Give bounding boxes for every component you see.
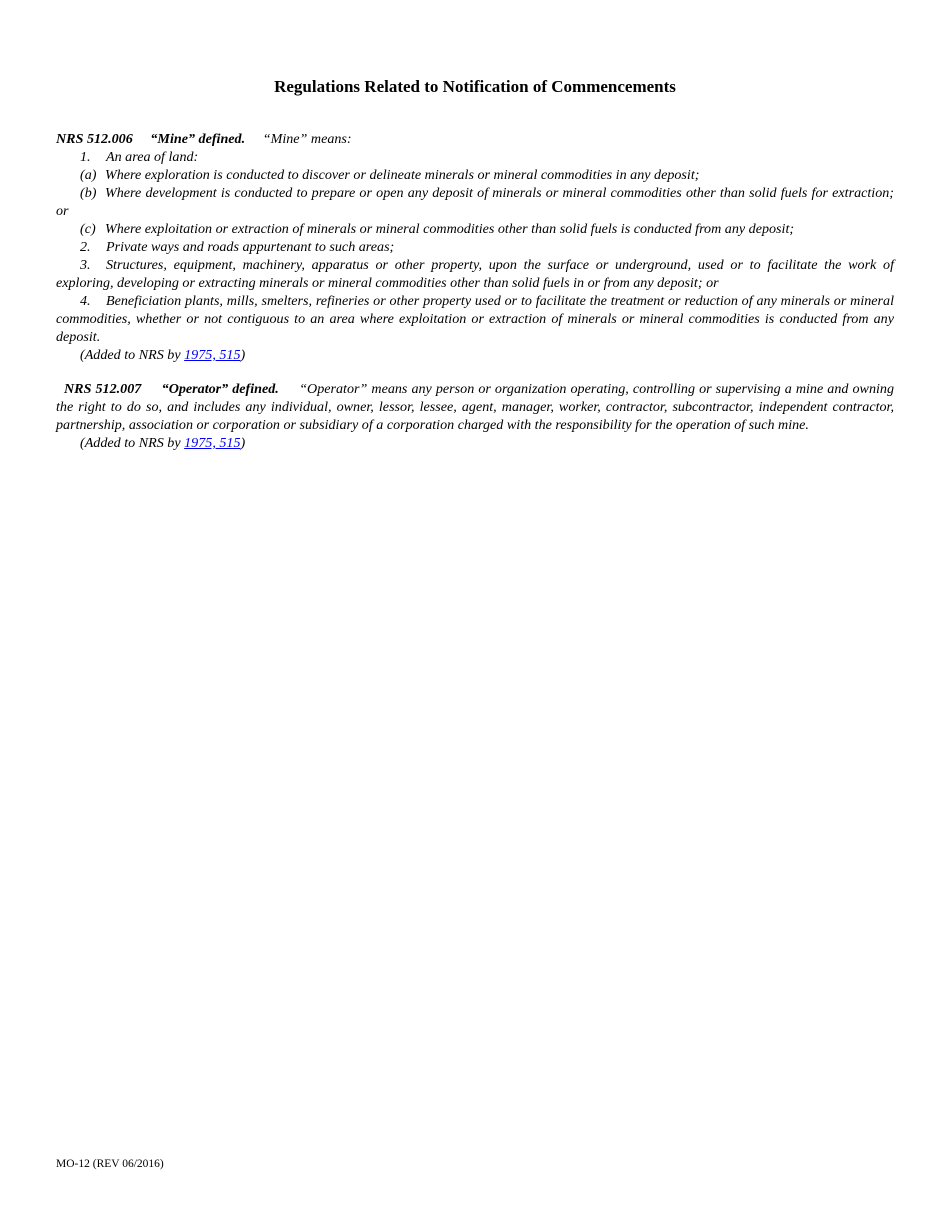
- section-number: NRS 512.006: [56, 131, 133, 147]
- section-paragraph: [56, 380, 894, 434]
- list-marker: 3.: [80, 257, 91, 273]
- list-item: [56, 292, 894, 346]
- list-item: [56, 256, 894, 292]
- section-heading: “Mine” defined.: [150, 131, 246, 147]
- list-item-text: An area of land:: [106, 149, 199, 165]
- history-prefix: (Added to NRS by: [80, 435, 185, 451]
- list-item-text: Private ways and roads appurtenant to such areas;: [106, 239, 395, 255]
- form-code: MO-12 (REV 06/2016): [56, 1158, 164, 1170]
- history-prefix: (Added to NRS by: [80, 347, 185, 363]
- list-item: [56, 184, 894, 220]
- list-marker: 4.: [80, 293, 91, 309]
- list-marker: (a): [80, 167, 97, 183]
- list-item-text: Where exploitation or extraction of minerals or mineral commodities other than solid fuels is conducted from any deposit;: [105, 221, 795, 237]
- history-suffix: ): [240, 435, 246, 451]
- history-link[interactable]: 1975, 515: [184, 435, 241, 451]
- list-item: [56, 238, 894, 256]
- list-item: [56, 220, 894, 238]
- list-marker: 2.: [80, 239, 91, 255]
- list-marker: (b): [80, 185, 97, 201]
- list-item: [56, 148, 894, 166]
- history-link[interactable]: 1975, 515: [184, 347, 241, 363]
- list-item-text: Where development is conducted to prepare or open any deposit of minerals or mineral commodities other than solid fuels for extraction; or: [56, 185, 894, 219]
- document-body: [56, 130, 894, 452]
- history-suffix: ): [240, 347, 246, 363]
- section-lead: “Mine” means:: [262, 131, 352, 147]
- list-item-text: Structures, equipment, machinery, apparatus or other property, upon the surface or underground, used or to facilitate the work of exploring, developing or extracting minerals or mineral commodities other than solid fuels in or from any deposit; or: [56, 257, 894, 291]
- list-marker: (c): [80, 221, 96, 237]
- section-heading: “Operator” defined.: [161, 381, 279, 397]
- section-body: “Operator” means any person or organization operating, controlling or supervising a mine and owning the right to do so, and includes any individual, owner, lessor, lessee, agent, manager, worker, contractor, subcontractor, independent contractor, partnership, association or corporation or subsidiary of a corporation charged with the responsibility for the operation of such mine.: [56, 381, 895, 433]
- list-item-text: Beneficiation plants, mills, smelters, refineries or other property used or to facilitate the treatment or reduction of any minerals or mineral commodities, whether or not contiguous to an area where exploitation or extraction of minerals or mineral commodities is conducted from any deposit.: [56, 293, 894, 345]
- section-number: NRS 512.007: [64, 381, 142, 397]
- section-heading-line: [56, 130, 894, 148]
- history-note: [56, 346, 894, 364]
- page-title: Regulations Related to Notification of Commencements: [274, 77, 676, 96]
- list-marker: 1.: [80, 149, 91, 165]
- list-item: [56, 166, 894, 184]
- history-note: [56, 434, 894, 452]
- list-item-text: Where exploration is conducted to discover or delineate minerals or mineral commodities in any deposit;: [105, 167, 700, 183]
